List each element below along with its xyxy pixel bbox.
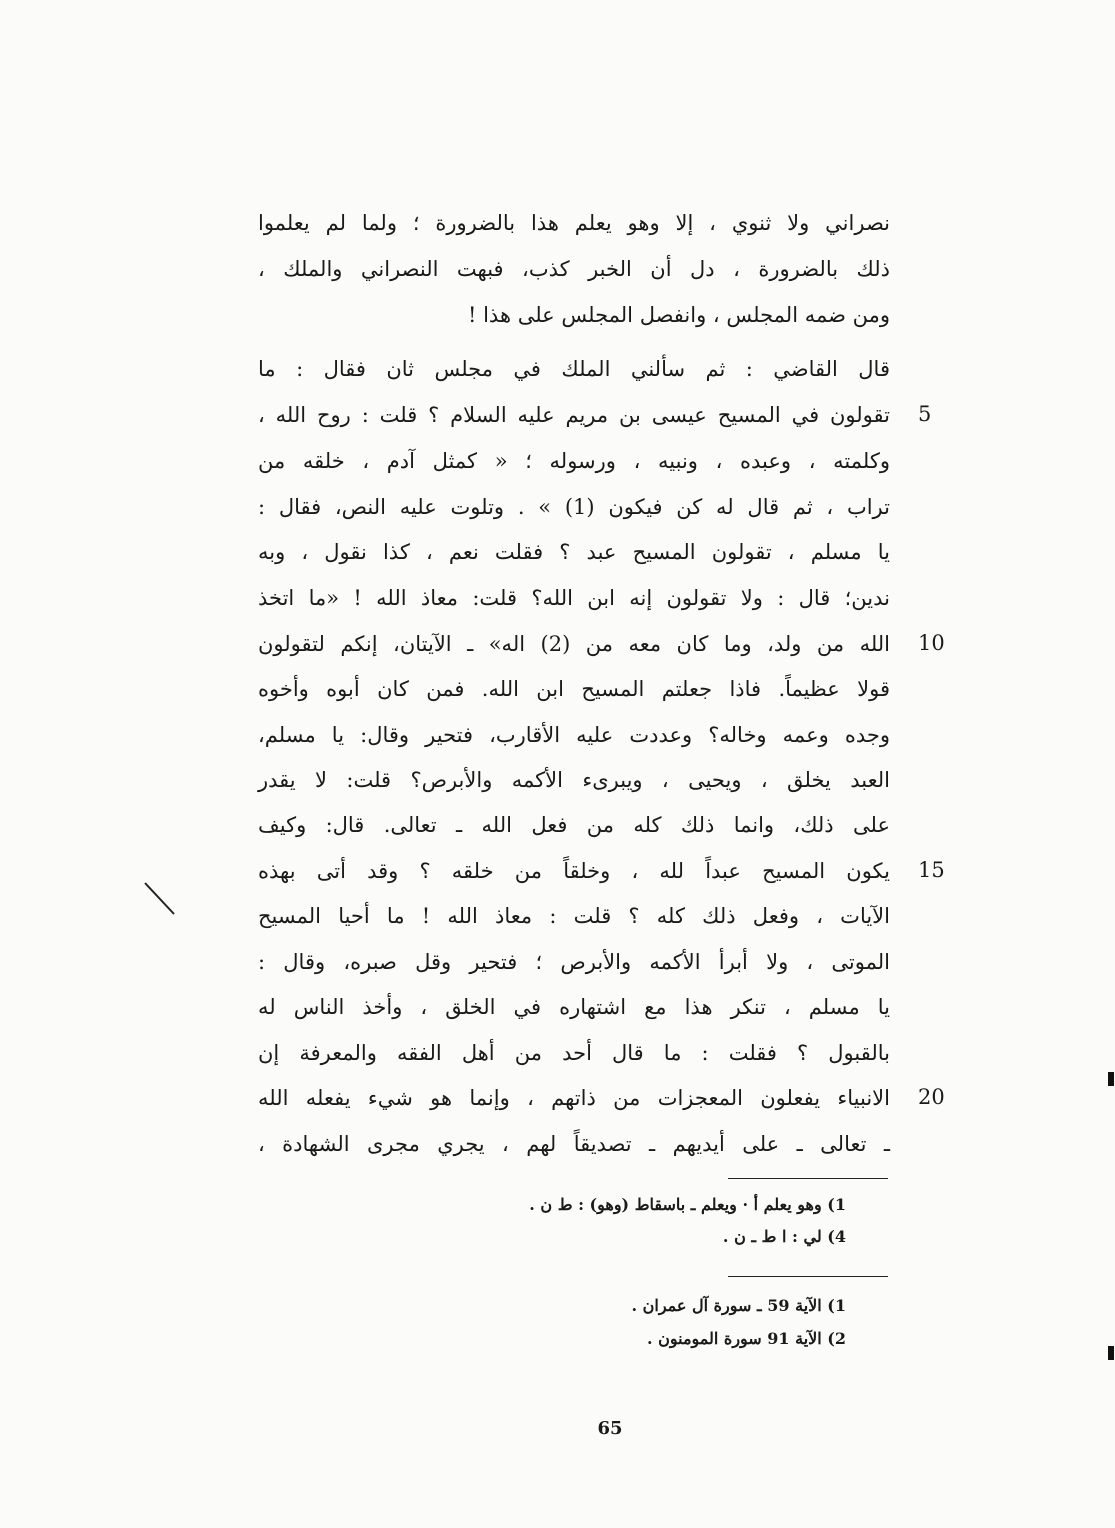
body-line: ـ تعالى ـ على أيديهم ـ تصديقاً لهم ، يجري مجرى الشهادة ، — [258, 1132, 890, 1156]
body-line: يكون المسيح عبداً لله ، وخلقاً من خلقه ؟ وقد أتى بهذه — [258, 859, 890, 883]
body-line: بالقبول ؟ فقلت : ما قال أحد من أهل الفقه والمعرفة إن — [258, 1041, 890, 1065]
body-line: الآيات ، وفعل ذلك كله ؟ قلت : معاذ الله ! ما أحيا المسيح — [258, 904, 890, 928]
body-line: الانبياء يفعلون المعجزات من ذاتهم ، وإنما هو شيء يفعله الله — [258, 1086, 890, 1110]
body-line: يا مسلم ، تقولون المسيح عبد ؟ فقلت نعم ، كذا نقول ، وبه — [258, 540, 890, 564]
body-line: قال القاضي : ثم سألني الملك في مجلس ثان فقال : ما — [258, 357, 890, 381]
page-number: 65 — [597, 1418, 623, 1439]
variant-note: 4) لي : ا ط ـ ن . — [722, 1227, 846, 1246]
scan-edge-mark — [1108, 1346, 1114, 1360]
footnote: 2) الآية 91 سورة المومنون . — [646, 1329, 846, 1348]
footnote-divider — [728, 1178, 888, 1179]
body-line: الله من ولد، وما كان معه من (2) اله» ـ الآيتان، إنكم لتقولون — [258, 632, 891, 656]
body-line: ذلك بالضرورة ، دل أن الخبر كذب، فبهت النصراني والملك ، — [258, 257, 890, 281]
body-line: العبد يخلق ، ويحيى ، ويبرىء الأكمه والأبرص؟ قلت: لا يقدر — [258, 768, 890, 792]
body-line: ندين؛ قال : ولا تقولون إنه ابن الله؟ قلت: معاذ الله ! «ما اتخذ — [258, 586, 890, 610]
body-line: وجده وعمه وخاله؟ وعددت عليه الأقارب، فتحير وقال: يا مسلم، — [258, 723, 890, 747]
line-number: 20 — [918, 1085, 945, 1109]
body-line: الموتى ، ولا أبرأ الأكمه والأبرص ؛ فتحير وقل صبره، وقال : — [258, 950, 890, 974]
line-number: 15 — [918, 858, 945, 882]
footnote-divider — [728, 1276, 888, 1277]
body-line: نصراني ولا ثنوي ، إلا وهو يعلم هذا بالضرورة ؛ ولما لم يعلموا — [258, 211, 890, 235]
body-line: على ذلك، وانما ذلك كله من فعل الله ـ تعالى. قال: وكيف — [258, 813, 890, 837]
body-line: ومن ضمه المجلس ، وانفصل المجلس على هذا ! — [467, 303, 890, 327]
body-line: يا مسلم ، تنكر هذا مع اشتهاره في الخلق ، وأخذ الناس له — [258, 995, 890, 1019]
variant-note: 1) وهو يعلم أ · ويعلم ـ باسقاط (وهو) : ط ن . — [529, 1195, 846, 1214]
footnote: 1) الآية 59 ـ سورة آل عمران . — [631, 1296, 846, 1315]
body-line: تراب ، ثم قال له كن فيكون (1) » . وتلوت عليه النص، فقال : — [258, 495, 890, 519]
scan-mark-stroke — [140, 880, 180, 920]
scan-edge-mark — [1108, 1072, 1114, 1086]
body-line: قولا عظيماً. فاذا جعلتم المسيح ابن الله. فمن كان أبوه وأخوه — [258, 677, 890, 701]
line-number: 10 — [918, 631, 945, 655]
body-line: تقولون في المسيح عيسى بن مريم عليه السلام ؟ قلت : روح الله ، — [258, 403, 890, 427]
line-number: 5 — [918, 402, 932, 426]
body-line: وكلمته ، وعبده ، ونبيه ، ورسوله ؛ « كمثل آدم ، خلقه من — [258, 449, 890, 473]
